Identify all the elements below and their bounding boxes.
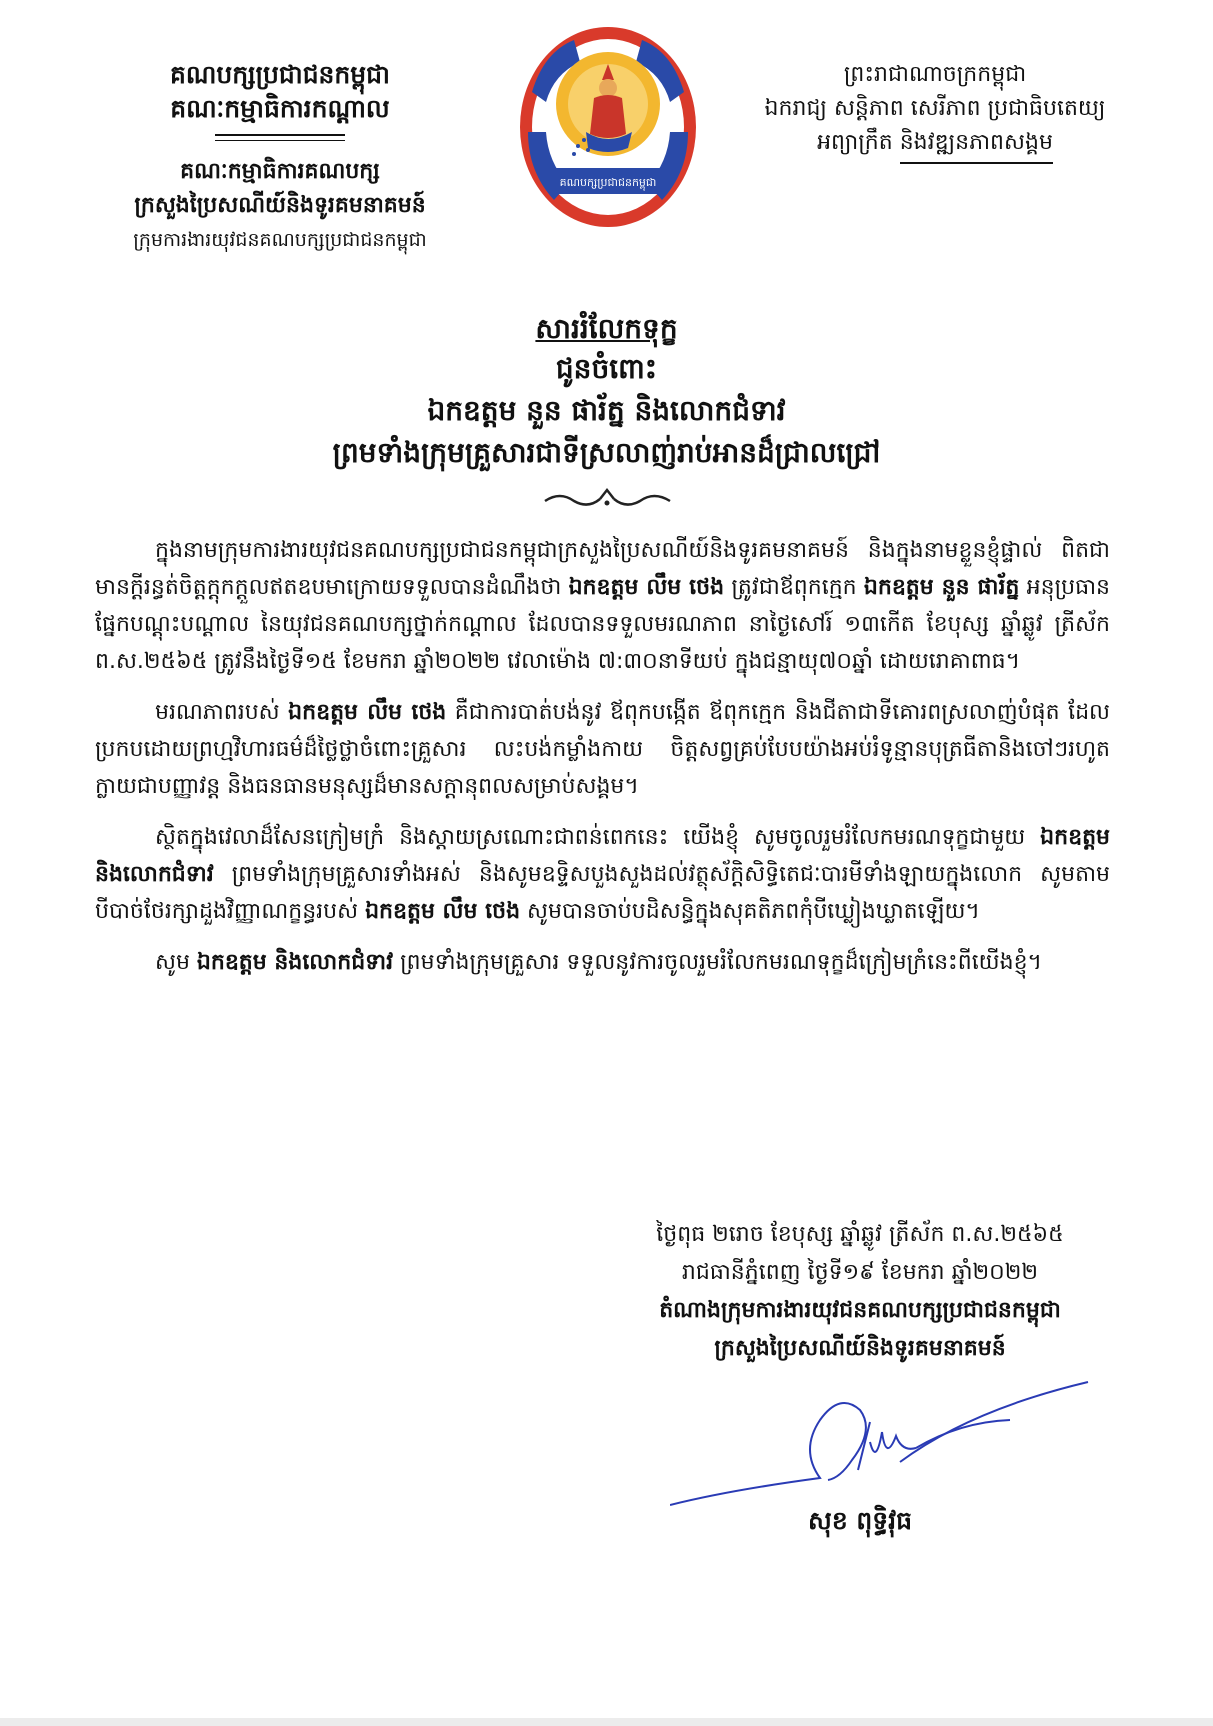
p1-text: ត្រូវជាឪពុកក្មេក xyxy=(724,575,864,600)
motto-progress: និងវឌ្ឍនភាពសង្គម xyxy=(900,126,1053,164)
deceased-name: ឯកឧត្តម លឹម ថេង xyxy=(568,575,725,600)
letter-title xyxy=(0,310,1213,474)
logo-caption: គណបក្សប្រជាជនកម្ពុជា xyxy=(559,176,657,189)
recipient-name-inline: ឯកឧត្តម នួន ផារ័ត្ន xyxy=(863,575,1020,600)
paragraph-4 xyxy=(95,944,1110,981)
kingdom-header xyxy=(720,58,1150,164)
letter-body xyxy=(95,532,1110,995)
p3-text: ព្រមទាំងក្រុមគ្រួសារទាំងអស់ និងសូមឧទ្ទិសបួងសួងដល់វត្ថុស័ក្តិសិទ្ធិតេជៈបារមីទាំងឡាយក្នុងលោក សូមតាមបីបាច់ថែរក្សាដួងវិញ្ញាណក្ខន្ធរបស់ xyxy=(95,862,1110,924)
recipient-name: ឯកឧត្តម នួន ផារ័ត្ន និងលោកជំទាវ xyxy=(427,394,786,427)
ornament-divider xyxy=(540,487,675,511)
p2-text: មរណភាពរបស់ xyxy=(155,700,289,725)
signer-name: សុខ ពុទ្ធិវុធ xyxy=(808,1506,912,1535)
header-divider-thin xyxy=(215,140,345,141)
ministry-name: ក្រសួងប្រៃសណីយ៍និងទូរគមនាគមន៍ xyxy=(134,193,426,218)
p4-text: ព្រមទាំងក្រុមគ្រួសារ ទទួលនូវការចូលរួមរំលែកមរណទុក្ខដ៏ក្រៀមក្រំនេះពីយើងខ្ញុំ។ xyxy=(393,950,1043,975)
place-date: រាជធានីភ្នំពេញ ថ្ងៃទី១៩ ខែមករា ឆ្នាំ២០២២ xyxy=(681,1260,1039,1285)
party-committee: គណៈកម្មាធិការគណបក្ស xyxy=(180,159,380,184)
motto-values: ឯករាជ្យ សន្តិភាព សេរីភាព ប្រជាធិបតេយ្យ xyxy=(764,96,1106,121)
recipient-couple: ឯកឧត្តម និងលោកជំទាវ xyxy=(95,825,1110,887)
p1-text: ក្នុងនាមក្រុមការងារយុវជនគណបក្សប្រជាជនកម្ពុជាក្រសួងប្រៃសណីយ៍និងទូរគមនាគមន៍ និងក្នុងនាមខ្លួនខ្ញុំផ្ទាល់ ពិតជាមានក្តីរន្ធត់ចិត្តក្តុកក្តួលឥតឧបមាក្រោយទទួលបានដំណឹងថា xyxy=(95,538,1110,600)
sender-representative: តំណាងក្រុមការងារយុវជនគណបក្សប្រជាជនកម្ពុជា xyxy=(659,1298,1061,1323)
closing-block xyxy=(600,1216,1120,1368)
addressed-to: ជូនចំពោះ xyxy=(555,352,658,385)
central-committee: គណៈកម្មាធិការកណ្តាល xyxy=(170,94,390,123)
p2-text: គឺជាការបាត់បង់នូវ ឪពុកបង្កើត ឪពុកក្មេក និងជីតាជាទីគោរពស្រលាញ់បំផុត ដែលប្រកបដោយព្រហ្មវិហារធម៌ដ៏ថ្លៃថ្លាចំពោះគ្រួសារ លះបង់កម្លាំងកាយ ចិត្តសព្វគ្រប់បែបយ៉ាងអប់រំទូន្មានបុត្រធីតានិងចៅៗរហូតក្លាយជាបញ្ញាវន្ត និងធនធានមនុស្សដ៏មានសក្តានុពលសម្រាប់សង្គម។ xyxy=(95,700,1110,799)
deceased-name: ឯកឧត្តម លឹម ថេង xyxy=(288,700,447,725)
motto-neutral: អព្យាក្រឹត xyxy=(817,130,900,155)
p3-text: សូមបានចាប់បដិសន្ធិក្នុងសុគតិភពកុំបីឃ្លៀងឃ្លាតឡើយ។ xyxy=(520,899,980,924)
paragraph-2 xyxy=(95,694,1110,805)
p4-text: សូម xyxy=(155,950,197,975)
national-motto xyxy=(720,92,1150,164)
deceased-name: ឯកឧត្តម លឹម ថេង xyxy=(365,899,521,924)
paragraph-1 xyxy=(95,532,1110,680)
party-logo xyxy=(514,22,702,232)
kingdom-name: ព្រះរាជាណាចក្រកម្ពុជា xyxy=(843,62,1027,87)
paragraph-3 xyxy=(95,819,1110,930)
page-bottom-edge xyxy=(0,1718,1213,1726)
header-divider xyxy=(215,134,345,136)
letter-heading: សាររំលែកទុក្ខ xyxy=(535,312,678,345)
lunar-date: ថ្ងៃពុធ ២រោច ខែបុស្ស ឆ្នាំឆ្លូវ ត្រីស័ក ព.ស.២៥៦៥ xyxy=(656,1222,1064,1247)
youth-working-group: ក្រុមការងារយុវជនគណបក្សប្រជាជនកម្ពុជា xyxy=(133,229,427,251)
p1-text: អនុប្រធានផ្នែកបណ្តុះបណ្តាល នៃយុវជនគណបក្សថ្នាក់កណ្តាល ដែលបានទទួលមរណភាព នាថ្ងៃសៅរ៍ ១៣កើត ខែបុស្ស ឆ្នាំឆ្លូវ ត្រីស័ក ព.ស.២៥៦៥ ត្រូវនឹងថ្ងៃទី១៥ ខែមករា ឆ្នាំ២០២២ វេលាម៉ោង ៧:៣០នាទីយប់ ក្នុងជន្មាយុ៧០ឆ្នាំ ដោយរោគាពាធ។ xyxy=(95,575,1111,674)
handwritten-signature xyxy=(670,1370,1090,1520)
recipient-family: ព្រមទាំងក្រុមគ្រួសារជាទីស្រលាញ់រាប់អានដ៏ជ្រាលជ្រៅ xyxy=(332,436,881,469)
party-name: គណបក្សប្រជាជនកម្ពុជា xyxy=(170,60,390,89)
sender-ministry: ក្រសួងប្រៃសណីយ៍និងទូរគមនាគមន៍ xyxy=(714,1336,1006,1361)
sender-header xyxy=(60,58,500,257)
recipient-couple: ឯកឧត្តម និងលោកជំទាវ xyxy=(196,950,394,975)
p3-text: ស្ថិតក្នុងវេលាដ៏សែនក្រៀមក្រំ និងស្តាយស្រណោះជាពន់ពេកនេះ យើងខ្ញុំ សូមចូលរួមរំលែកមរណទុក្ខជាមួយ xyxy=(155,825,1041,850)
